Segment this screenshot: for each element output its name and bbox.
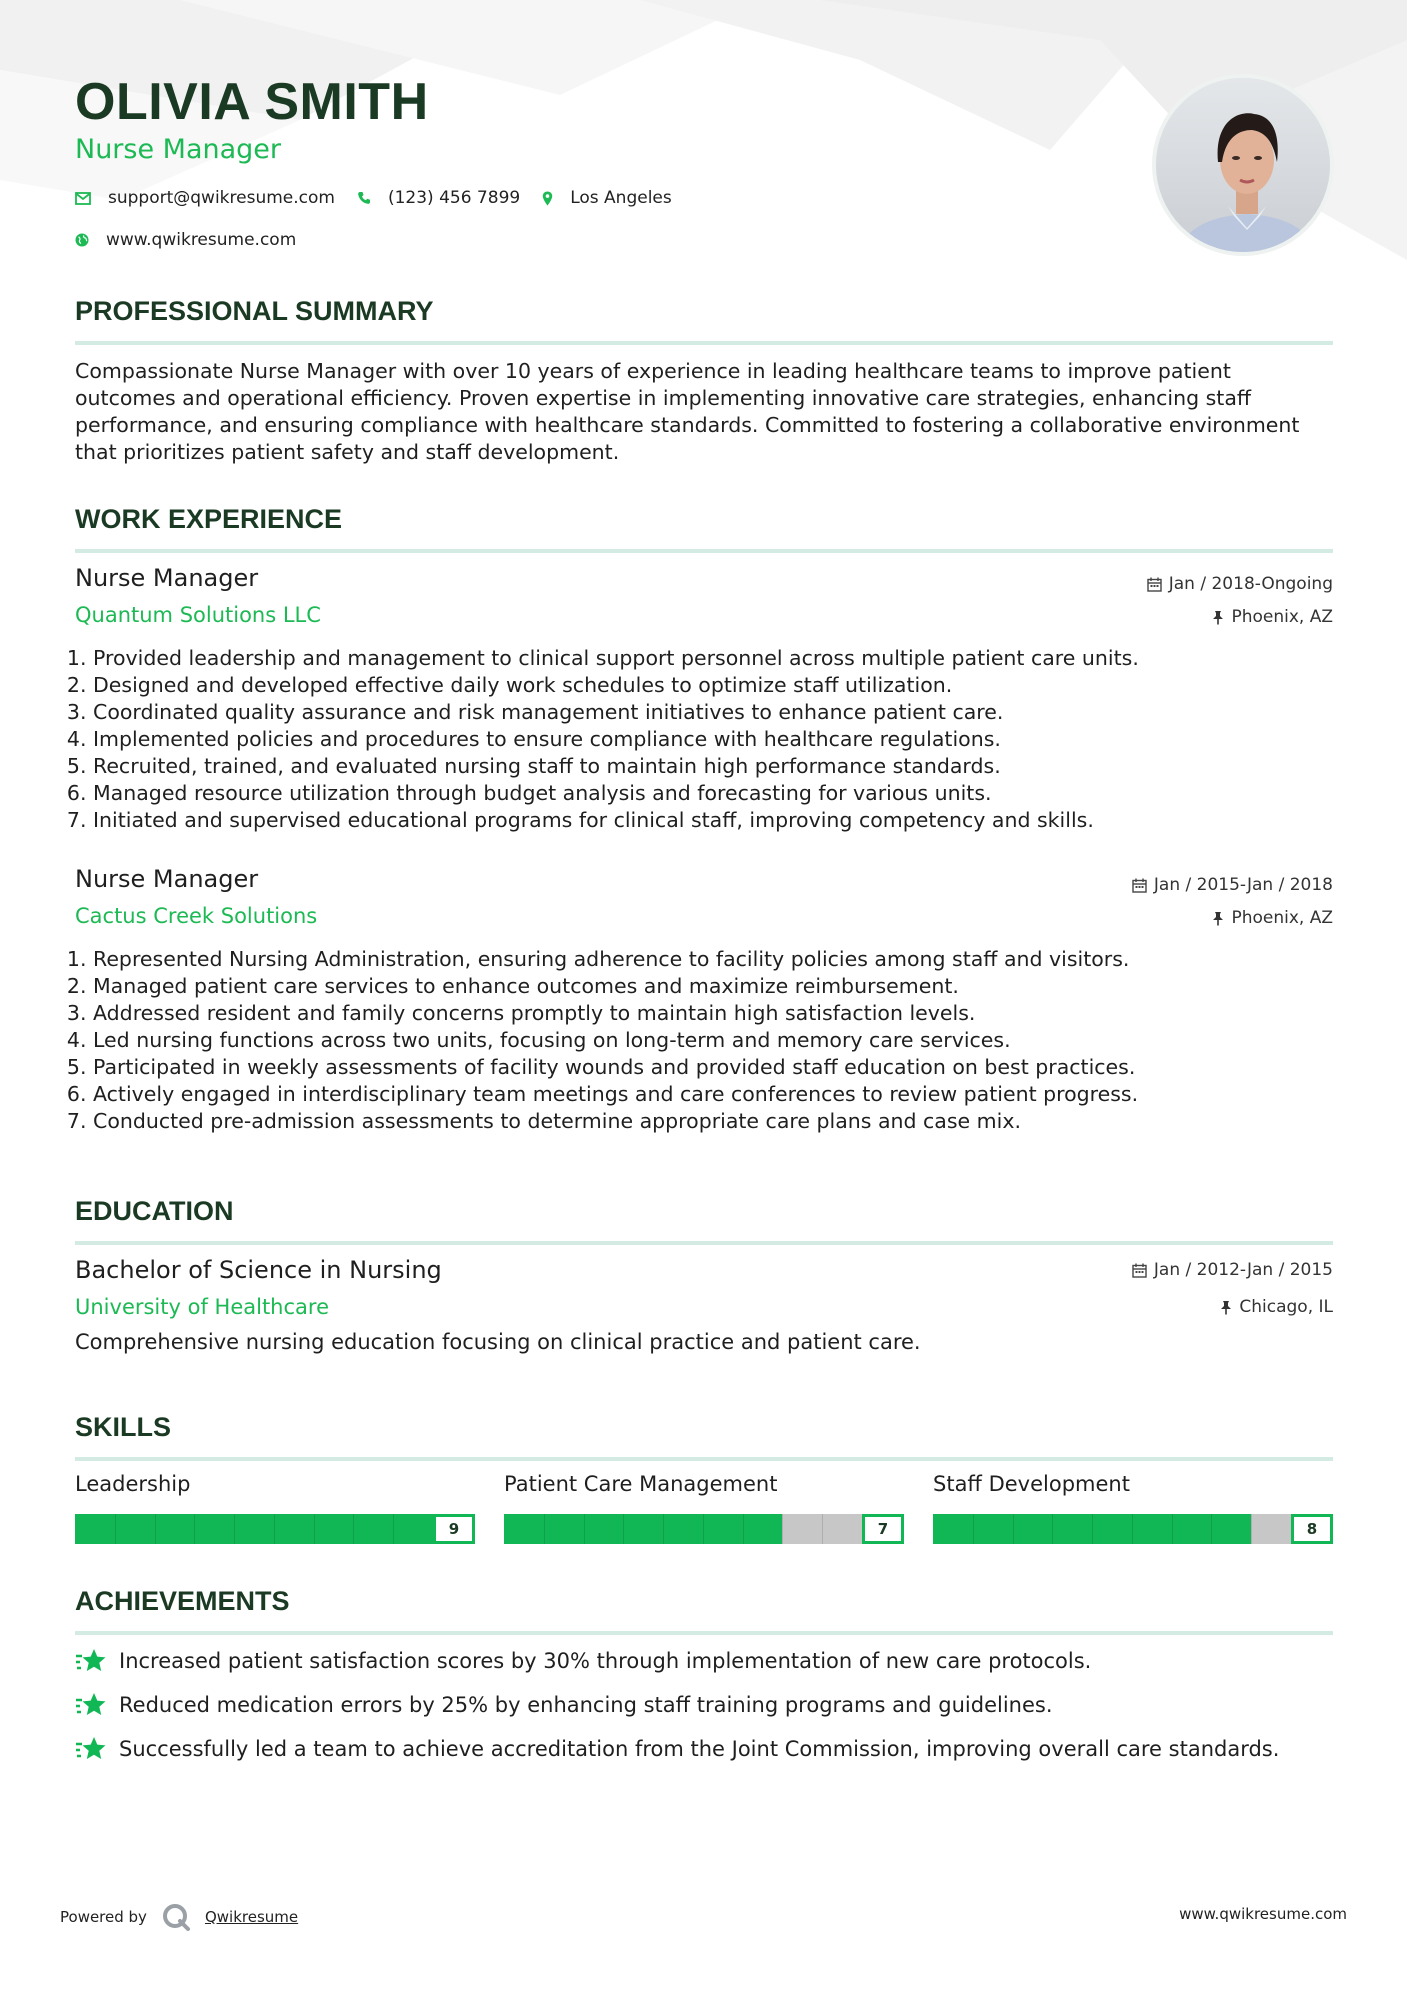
skill-bar-segment <box>584 1514 585 1544</box>
footer-url[interactable]: www.qwikresume.com <box>1179 1905 1347 1923</box>
skill-bar-segment <box>1211 1514 1212 1544</box>
school-name: University of Healthcare <box>75 1295 329 1319</box>
achievement-text: Reduced medication errors by 25% by enhancing staff training programs and guidelines. <box>119 1693 1053 1717</box>
skill-bar-segment <box>703 1514 704 1544</box>
contact-email[interactable] <box>75 188 335 208</box>
job-dates-text: Jan / 2015-Jan / 2018 <box>1153 875 1333 895</box>
achievement-text: Increased patient satisfaction scores by 30% through implementation of new care protocols. <box>119 1649 1092 1673</box>
company-name: Quantum Solutions LLC <box>75 603 321 627</box>
website-text: www.qwikresume.com <box>106 230 297 250</box>
pushpin-icon <box>1212 610 1224 625</box>
pushpin-icon <box>1220 1300 1232 1315</box>
job-dates-text: Jan / 2018-Ongoing <box>1168 574 1333 594</box>
job-title: Nurse Manager <box>75 865 259 893</box>
skill-bar-segment <box>155 1514 156 1544</box>
skill-item <box>504 1472 904 1544</box>
skill-bar-segment <box>1013 1514 1014 1544</box>
skill-bar-segment <box>623 1514 624 1544</box>
job-dates <box>1147 574 1333 594</box>
contact-website[interactable] <box>75 230 296 250</box>
job-duties-list <box>75 946 1351 1135</box>
list-item: 2. Managed patient care services to enhance outcomes and maximize reimbursement. <box>93 973 1351 1000</box>
skill-bar-segment <box>194 1514 195 1544</box>
section-heading-skills: SKILLS <box>75 1412 1333 1461</box>
calendar-icon <box>1147 577 1162 592</box>
skill-bar <box>504 1514 904 1544</box>
list-item: 6. Managed resource utilization through budget analysis and forecasting for various units. <box>93 780 1351 807</box>
achievement-item <box>75 1648 1091 1674</box>
powered-by-label: Powered by <box>60 1908 147 1926</box>
list-item: 4. Implemented policies and procedures to ensure compliance with healthcare regulations. <box>93 726 1351 753</box>
skill-item <box>75 1472 475 1544</box>
job-dates <box>1132 875 1333 895</box>
skill-bar <box>75 1514 475 1544</box>
qwikresume-link[interactable]: Qwikresume <box>204 1908 299 1926</box>
job-title: Nurse Manager <box>75 564 259 592</box>
award-star-icon <box>75 1736 107 1762</box>
list-item: 2. Designed and developed effective daily work schedules to optimize staff utilization. <box>93 672 1351 699</box>
skill-score: 8 <box>1291 1514 1333 1544</box>
skill-bar-segment <box>353 1514 354 1544</box>
list-item: 4. Led nursing functions across two units, focusing on long-term and memory care services. <box>93 1027 1351 1054</box>
skill-name: Patient Care Management <box>504 1472 778 1496</box>
job-location <box>1212 908 1333 928</box>
skill-bar-segment <box>544 1514 545 1544</box>
skill-bar-segment <box>274 1514 275 1544</box>
calendar-icon <box>1132 1263 1147 1278</box>
contact-phone[interactable] <box>357 188 520 208</box>
achievement-text: Successfully led a team to achieve accreditation from the Joint Commission, improving overall care standards. <box>119 1737 1280 1761</box>
job-duties-list <box>75 645 1351 834</box>
summary-text: Compassionate Nurse Manager with over 10 years of experience in leading healthcare teams to improve patient outcomes and operational efficiency. Proven expertise in implementing innovative care strategies, enhancing staff performance, and ensuring compliance with healthcare standards. Committed to fostering a collaborative environment that prioritizes patient safety and staff development. <box>75 359 1300 464</box>
education-location <box>1220 1297 1333 1317</box>
skill-bar-segment <box>393 1514 394 1544</box>
list-item: 3. Coordinated quality assurance and risk management initiatives to enhance patient care. <box>93 699 1351 726</box>
profile-photo <box>1152 74 1334 256</box>
qwikresume-logo-icon <box>161 1902 191 1932</box>
pushpin-icon <box>1212 911 1224 926</box>
candidate-title: Nurse Manager <box>75 134 282 165</box>
phone-icon <box>357 191 371 205</box>
skill-bar-segment <box>782 1514 783 1544</box>
skill-bar-segment <box>973 1514 974 1544</box>
location-text: Los Angeles <box>570 188 672 208</box>
phone-text: (123) 456 7899 <box>387 188 521 208</box>
skill-name: Staff Development <box>933 1472 1130 1496</box>
candidate-name: OLIVIA SMITH <box>75 73 429 131</box>
list-item: 1. Represented Nursing Administration, ensuring adherence to facility policies among staff and visitors. <box>93 946 1351 973</box>
envelope-icon <box>75 192 91 205</box>
skill-bar-segment <box>822 1514 823 1544</box>
education-description: Comprehensive nursing education focusing on clinical practice and patient care. <box>75 1330 921 1354</box>
skill-bar-segment <box>1172 1514 1173 1544</box>
contact-location <box>542 188 672 208</box>
skill-bar-segment <box>234 1514 235 1544</box>
skill-bar-segment <box>743 1514 744 1544</box>
skill-bar-fill <box>504 1514 782 1544</box>
achievement-item <box>75 1736 1279 1762</box>
skill-bar-segment <box>663 1514 664 1544</box>
list-item: 1. Provided leadership and management to clinical support personnel across multiple patient care units. <box>93 645 1351 672</box>
section-heading-education: EDUCATION <box>75 1196 1333 1245</box>
skill-bar-segment <box>1251 1514 1252 1544</box>
email-text: support@qwikresume.com <box>108 188 335 208</box>
section-heading-experience: WORK EXPERIENCE <box>75 504 1333 553</box>
skill-bar-segment <box>314 1514 315 1544</box>
skill-bar-segment <box>115 1514 116 1544</box>
achievement-item <box>75 1692 1053 1718</box>
list-item: 5. Recruited, trained, and evaluated nursing staff to maintain high performance standards. <box>93 753 1351 780</box>
education-location-text: Chicago, IL <box>1239 1297 1333 1317</box>
section-heading-achievements: ACHIEVEMENTS <box>75 1586 1333 1635</box>
globe-icon <box>75 233 89 247</box>
job-location-text: Phoenix, AZ <box>1231 908 1333 928</box>
skill-bar <box>933 1514 1333 1544</box>
section-heading-summary: PROFESSIONAL SUMMARY <box>75 296 1333 345</box>
job-location <box>1212 607 1333 627</box>
skill-bar-segment <box>1092 1514 1093 1544</box>
skill-bar-segment <box>1052 1514 1053 1544</box>
list-item: 6. Actively engaged in interdisciplinary team meetings and care conferences to review patient progress. <box>93 1081 1351 1108</box>
list-item: 3. Addressed resident and family concerns promptly to maintain high satisfaction levels. <box>93 1000 1351 1027</box>
list-item: 5. Participated in weekly assessments of facility wounds and provided staff education on best practices. <box>93 1054 1351 1081</box>
company-name: Cactus Creek Solutions <box>75 904 318 928</box>
job-location-text: Phoenix, AZ <box>1231 607 1333 627</box>
calendar-icon <box>1132 878 1147 893</box>
degree-title: Bachelor of Science in Nursing <box>75 1256 442 1284</box>
award-star-icon <box>75 1648 107 1674</box>
education-dates-text: Jan / 2012-Jan / 2015 <box>1153 1260 1333 1280</box>
contact-row <box>75 188 694 208</box>
skill-item <box>933 1472 1333 1544</box>
skill-score: 7 <box>862 1514 904 1544</box>
skill-bar-fill <box>75 1514 433 1544</box>
contact-row-website <box>75 230 318 250</box>
skill-bar-segment <box>1132 1514 1133 1544</box>
map-pin-icon <box>542 191 553 206</box>
skill-score: 9 <box>433 1514 475 1544</box>
list-item: 7. Conducted pre-admission assessments to determine appropriate care plans and case mix. <box>93 1108 1351 1135</box>
list-item: 7. Initiated and supervised educational programs for clinical staff, improving competency and skills. <box>93 807 1351 834</box>
footer-powered-by <box>60 1902 298 1932</box>
skill-name: Leadership <box>75 1472 191 1496</box>
award-star-icon <box>75 1692 107 1718</box>
education-dates <box>1132 1260 1333 1280</box>
